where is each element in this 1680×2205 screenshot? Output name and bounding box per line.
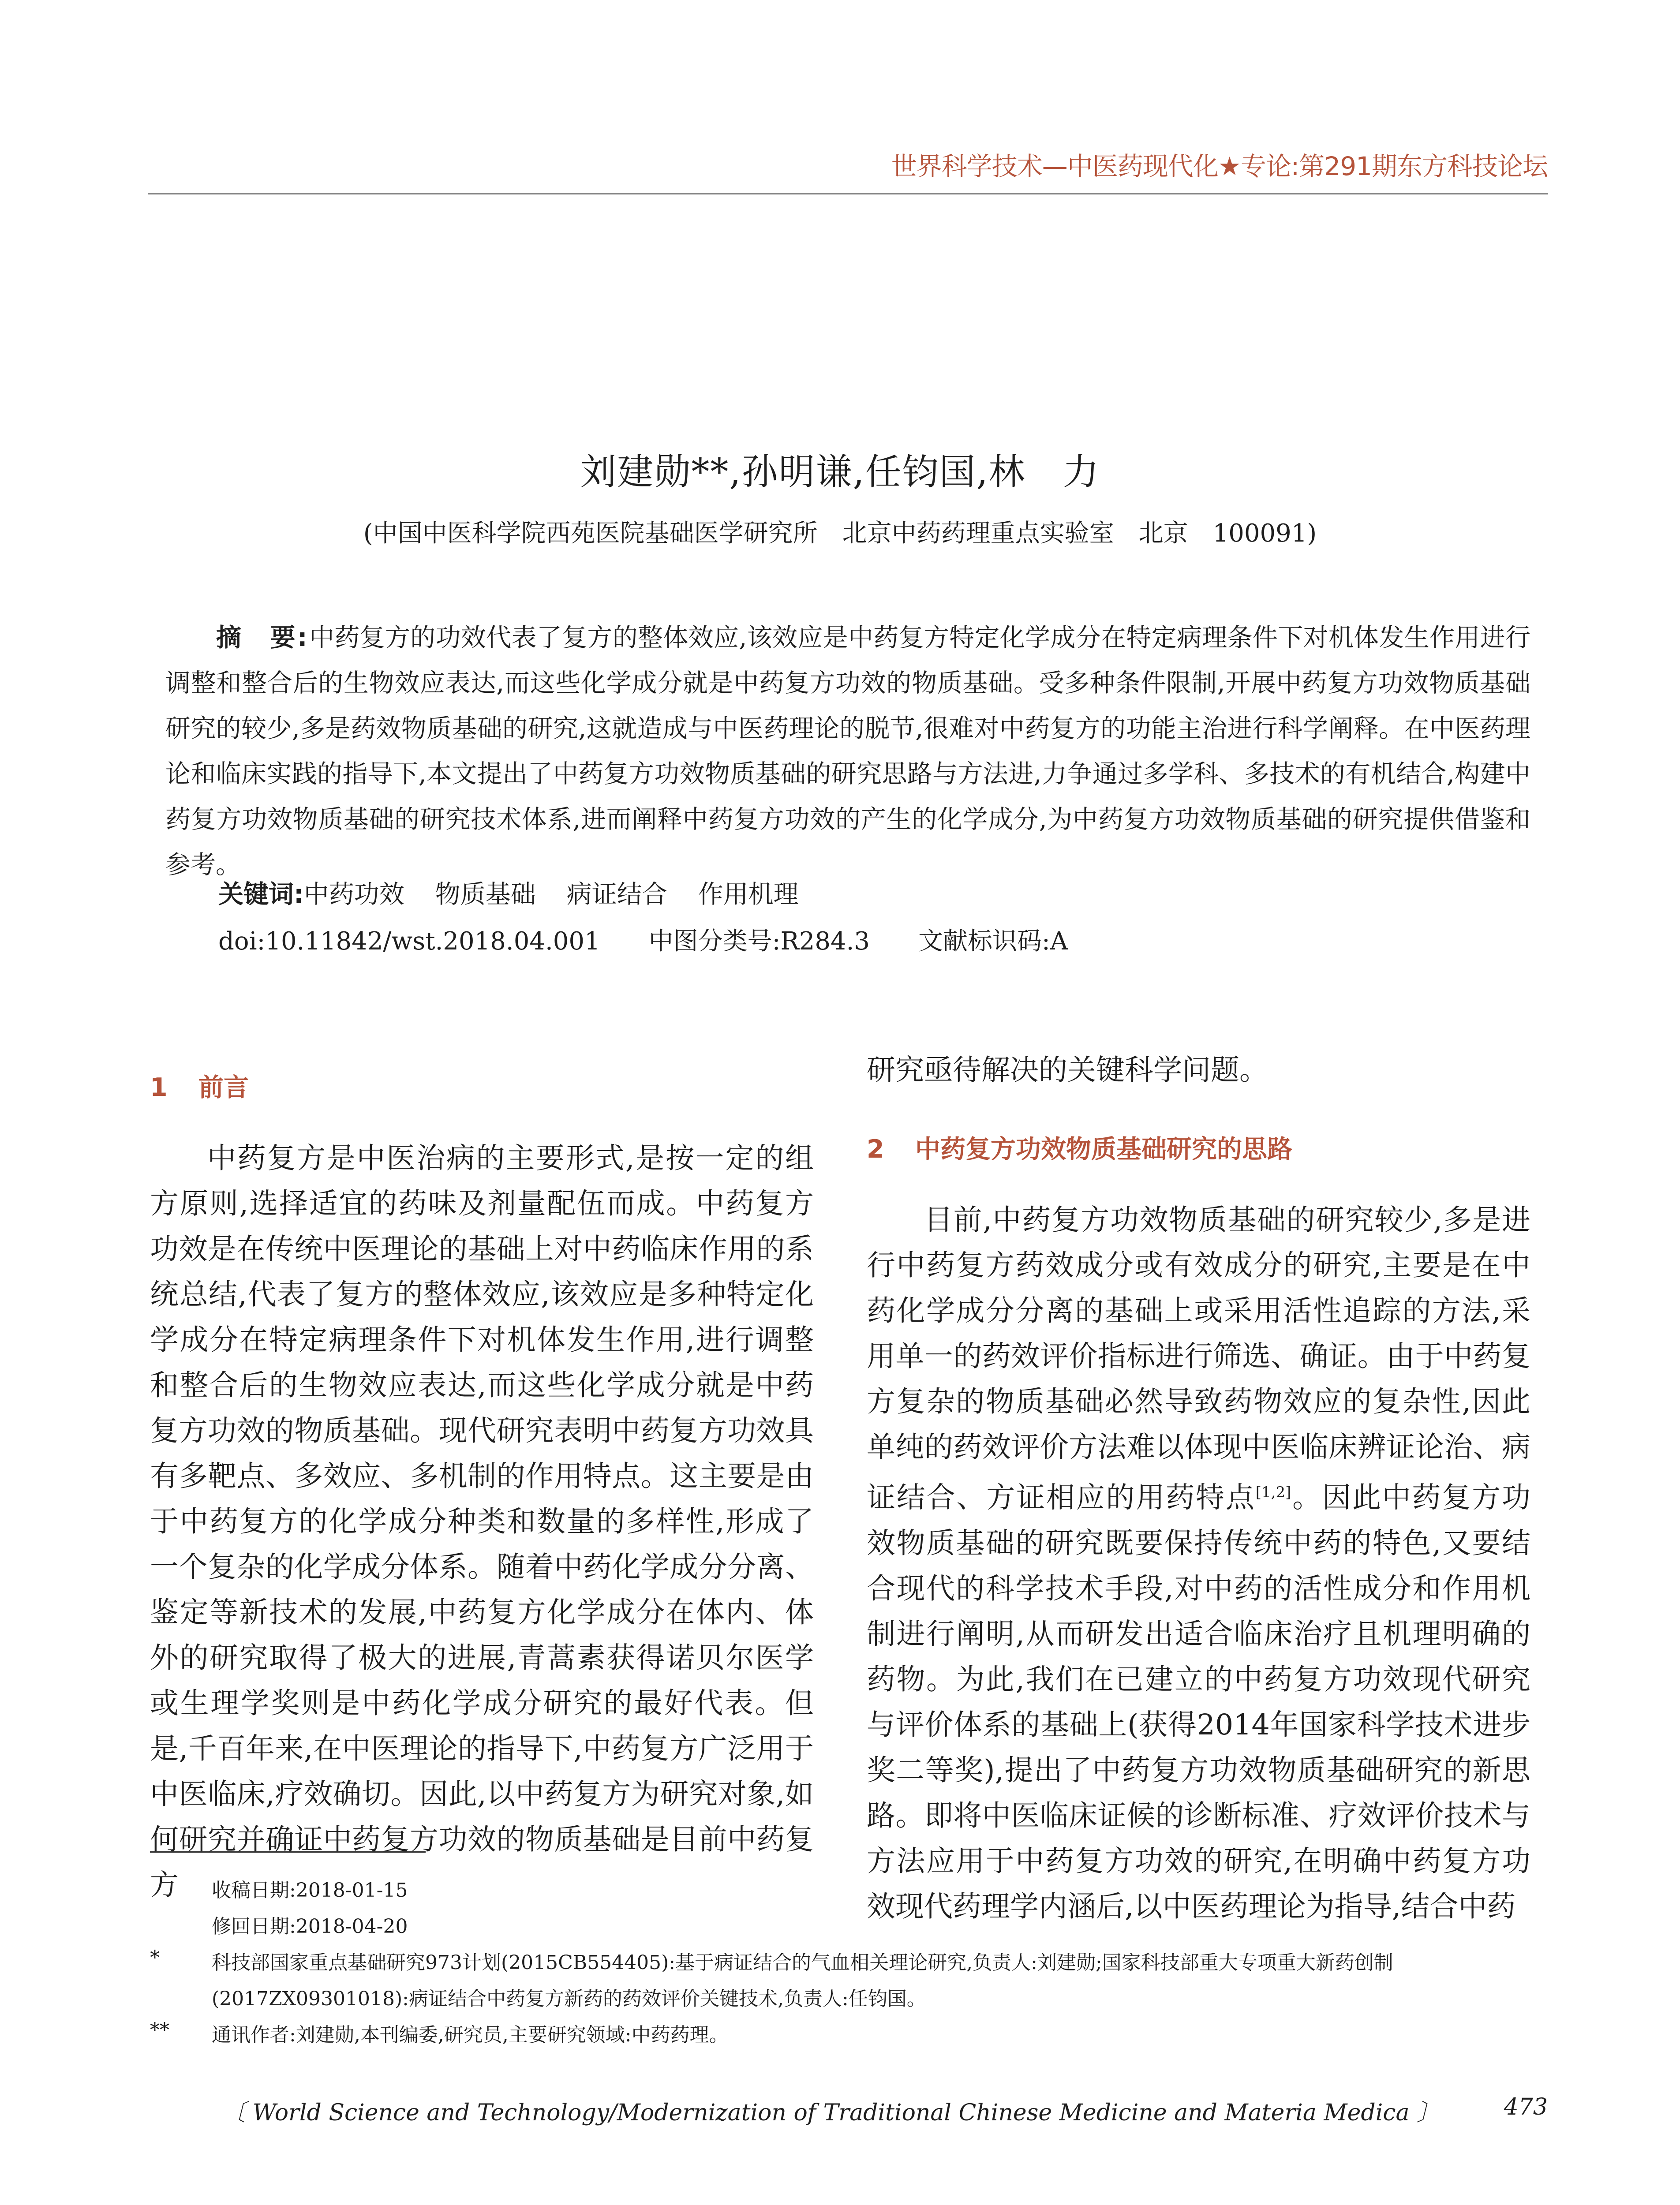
keyword: 病证结合 xyxy=(566,880,667,909)
right-column xyxy=(867,1197,1530,1929)
section-2-heading xyxy=(867,1129,1292,1165)
revised-date: 修回日期:2018-04-20 xyxy=(212,1915,408,1938)
author-list: 刘建勋**,孙明谦,任钧国,林 力 xyxy=(580,451,1100,493)
footnote-divider xyxy=(150,1851,426,1853)
paragraph-continuation: 研究亟待解决的关键科学问题。 xyxy=(867,1054,1268,1087)
doi: doi:10.11842/wst.2018.04.001 xyxy=(218,927,600,956)
keyword: 中药功效 xyxy=(303,880,404,909)
keywords-label: 关键词: xyxy=(218,880,304,909)
article-identifiers xyxy=(218,922,1068,957)
funding-text: 科技部国家重点基础研究973计划(2015CB554405):基于病证结合的气血相关理论研究,负责人:刘建勋;国家科技部重大专项重大新药创制 xyxy=(212,1951,1393,1974)
funding-text-cont: (2017ZX09301018):病证结合中药复方新药的药效评价关键技术,负责人:任钧国。 xyxy=(212,1988,926,2010)
footnote-mark: ** xyxy=(150,2019,169,2041)
keyword: 物质基础 xyxy=(435,880,536,909)
abstract-label: 摘 要: xyxy=(216,623,309,652)
keyword: 作用机理 xyxy=(698,880,799,909)
citation: [1,2] xyxy=(1255,1484,1291,1501)
abstract-text: 中药复方的功效代表了复方的整体效应,该效应是中药复方特定化学成分在特定病理条件下对机体发生作用进行调整和整合后的生物效应表达,而这些化学成分就是中药复方功效的物质基础。受多种条件限制,开展中药复方功效物质基础研究的较少,多是药效物质基础的研究,这就造成与中医药理论的脱节,很难对中药复方的功能主治进行科学阐释。在中医药理论和临床实践的指导下,本文提出了中药复方功效物质基础的研究思路与方法进,力争通过多学科、多技术的有机结合,构建中药复方功效物质基础的研究技术体系,进而阐释中药复方功效的产生的化学成分,为中药复方功效物质基础的研究提供借鉴和参考。 xyxy=(165,623,1530,879)
keywords xyxy=(218,874,830,910)
header-divider xyxy=(148,193,1548,194)
left-column xyxy=(150,1136,814,1908)
section-1-heading xyxy=(150,1067,249,1103)
paragraph: 中药复方是中医治病的主要形式,是按一定的组方原则,选择适宜的药味及剂量配伍而成。中药复方功效是在传统中医理论的基础上对中药临床作用的系统总结,代表了复方的整体效应,该效应是多种特定化学成分在特定病理条件下对机体发生作用,进行调整和整合后的生物效应表达,而这些化学成分就是中药复方功效的物质基础。现代研究表明中药复方功效具有多靶点、多效应、多机制的作用特点。这主要是由于中药复方的化学成分种类和数量的多样性,形成了一个复杂的化学成分体系。随着中药化学成分分离、鉴定等新技术的发展,中药复方化学成分在体内、体外的研究取得了极大的进展,青蒿素获得诺贝尔医学或生理学奖则是中药化学成分研究的最好代表。但是,千百年来,在中医理论的指导下,中药复方广泛用于中医临床,疗效确切。因此,以中药复方为研究对象,如何研究并确证中药复方功效的物质基础是目前中药复方 xyxy=(150,1142,814,1902)
corresponding-author: 通讯作者:刘建勋,本刊编委,研究员,主要研究领域:中药药理。 xyxy=(212,2024,729,2046)
paragraph-text: 。因此中药复方功效物质基础的研究既要保持传统中药的特色,又要结合现代的科学技术手段,对中药的活性成分和作用机制进行阐明,从而研发出适合临床治疗且机理明确的药物。为此,我们在已建立的中药复方功效现代研究与评价体系的基础上(获得2014年国家科学技术进步奖二等奖),提出了中药复方功效物质基础研究的新思路。即将中医临床证候的诊断标准、疗效评价技术与方法应用于中药复方功效的研究,在明确中药复方功效现代药理学内涵后,以中医药理论为指导,结合中药 xyxy=(867,1481,1530,1923)
section-title: 中药复方功效物质基础研究的思路 xyxy=(915,1135,1292,1164)
abstract xyxy=(165,615,1530,888)
footnote-mark: * xyxy=(150,1947,160,1969)
section-number: 1 xyxy=(150,1073,168,1102)
section-title: 前言 xyxy=(198,1073,249,1102)
page-number: 473 xyxy=(1504,2094,1548,2120)
paragraph-text: 目前,中药复方功效物质基础的研究较少,多是进行中药复方药效成分或有效成分的研究,主要是在中药化学成分分离的基础上或采用活性追踪的方法,采用单一的药效评价指标进行筛选、确证。由于中药复方复杂的物质基础必然导致药物效应的复杂性,因此单纯的药效评价方法难以体现中医临床辨证论治、病证结合、方证相应的用药特点 xyxy=(867,1203,1530,1514)
document-code: 文献标识码:A xyxy=(918,927,1068,956)
right-column-top xyxy=(867,1047,1530,1093)
section-number: 2 xyxy=(867,1135,884,1164)
journal-footer: 〔 World Science and Technology/Modernization of Traditional Chinese Medicine and Materia Medica 〕 xyxy=(222,2100,1440,2126)
clc-number: 中图分类号:R284.3 xyxy=(648,927,870,956)
received-date: 收稿日期:2018-01-15 xyxy=(212,1879,408,1902)
affiliation: (中国中医科学院西苑医院基础医学研究所 北京中药药理重点实验室 北京 100091) xyxy=(363,519,1317,548)
paragraph xyxy=(867,1197,1530,1929)
running-header: 世界科学技术—中医药现代化★专论:第291期东方科技论坛 xyxy=(891,151,1548,181)
